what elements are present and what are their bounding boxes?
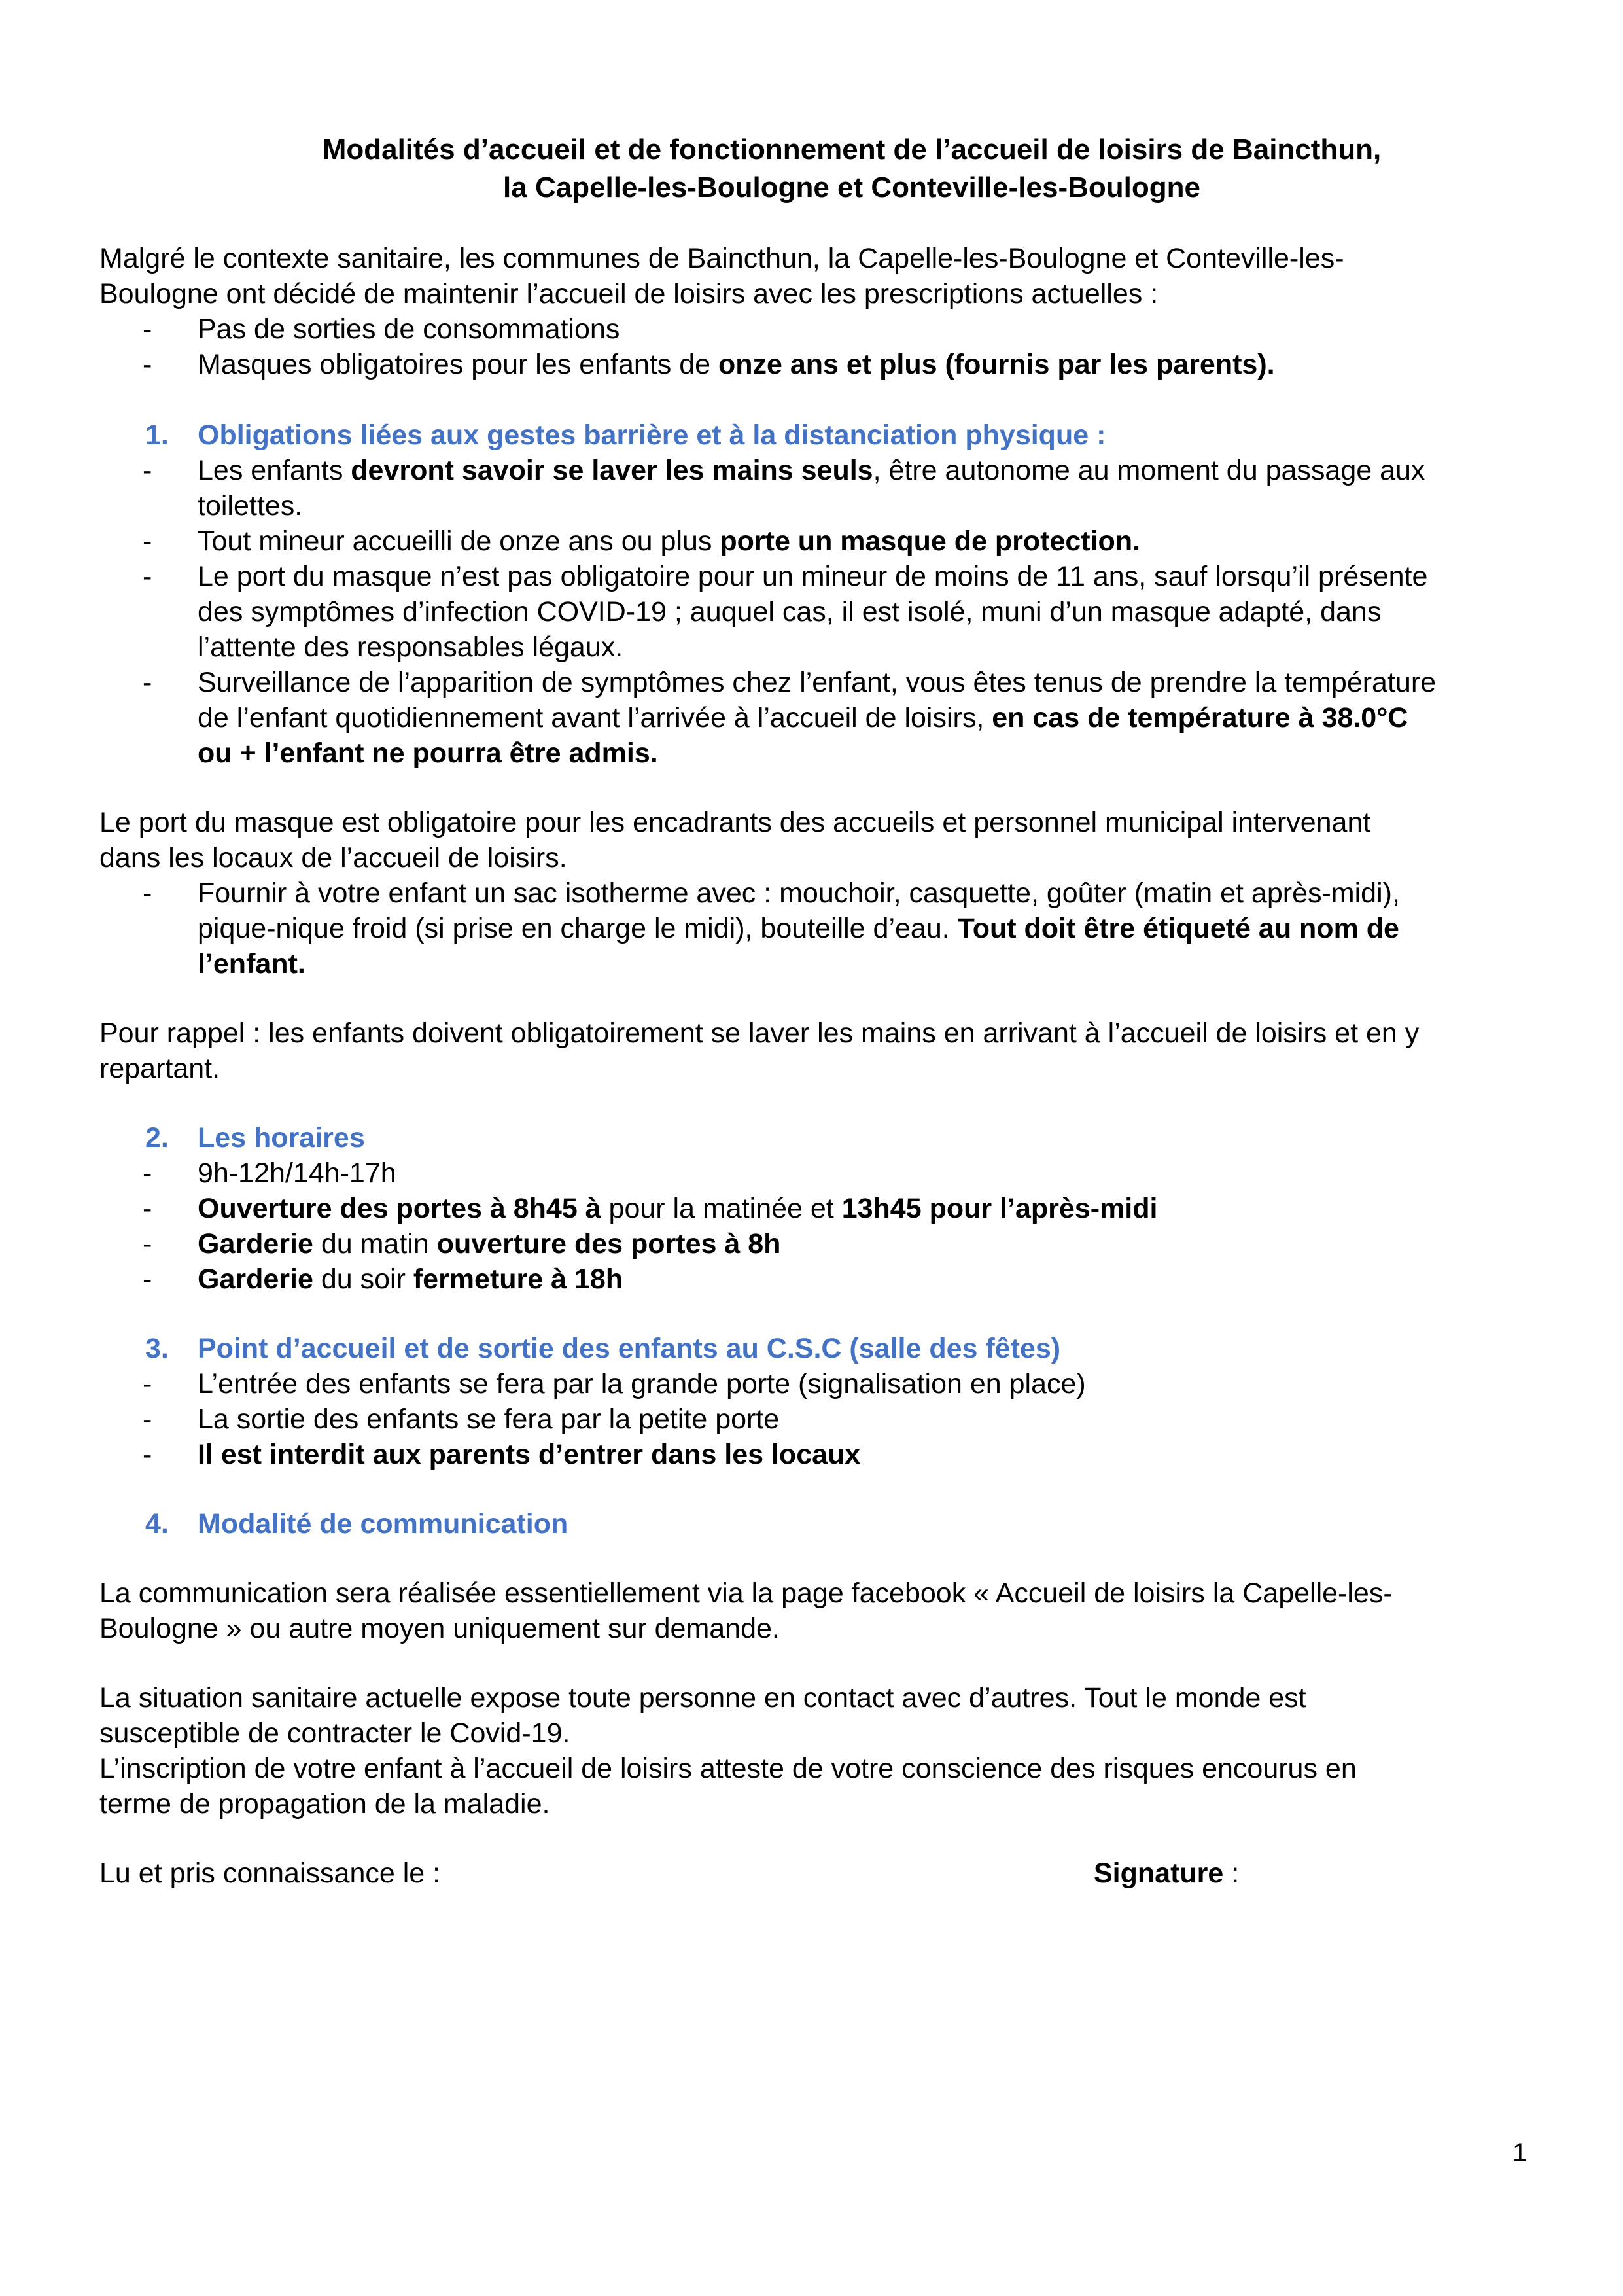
- list-item-emphasis: Garderie: [198, 1228, 313, 1260]
- risk-paragraph: [99, 1680, 1539, 1822]
- list-item: [99, 1262, 1539, 1297]
- list-item-emphasis: devront savoir se laver les mains seuls: [351, 455, 873, 486]
- paragraph-line: Le port du masque est obligatoire pour les encadrants des accueils et personnel municipal intervenant: [99, 807, 1371, 838]
- list-item: [99, 1191, 1539, 1226]
- paragraph-line: dans les locaux de l’accueil de loisirs.: [99, 842, 567, 874]
- paragraph-line: La communication sera réalisée essentiellement via la page facebook « Accueil de loisirs la Capelle-les-: [99, 1578, 1393, 1609]
- list-item-text: du soir: [313, 1263, 413, 1295]
- list-item-text: pour la matinée et: [601, 1193, 842, 1224]
- section-title: Les horaires: [198, 1122, 365, 1154]
- paragraph-line: repartant.: [99, 1053, 220, 1084]
- list-item-emphasis: ouverture des portes à 8h: [436, 1228, 781, 1260]
- intro-paragraph: [99, 241, 1539, 311]
- section-number: 2.: [145, 1122, 169, 1154]
- schedule-list: [99, 1156, 1539, 1297]
- page-title: [99, 131, 1539, 207]
- paragraph-line: susceptible de contracter le Covid-19.: [99, 1718, 570, 1749]
- list-item-text: Pas de sorties de consommations: [198, 313, 620, 345]
- list-item-text: du matin: [313, 1228, 437, 1260]
- list-item-emphasis: 13h45 pour l’après-midi: [841, 1193, 1158, 1224]
- intro-line-2: Boulogne ont décidé de maintenir l’accueil de loisirs avec les prescriptions actuelles :: [99, 278, 1159, 309]
- list-item-text: Les enfants: [198, 455, 351, 486]
- paragraph-line: La situation sanitaire actuelle expose toute personne en contact avec d’autres. Tout le monde est: [99, 1682, 1306, 1714]
- list-item-emphasis: Tout doit être étiqueté au nom de: [957, 913, 1399, 944]
- read-acknowledgement-label: Lu et pris connaissance le :: [99, 1858, 441, 1889]
- reminder-paragraph: [99, 1016, 1539, 1086]
- list-item: [99, 1366, 1539, 1402]
- list-item: [99, 559, 1539, 665]
- supplies-list: [99, 875, 1539, 981]
- list-item-emphasis: en cas de température à 38.0°C: [992, 702, 1408, 733]
- list-item-text: Surveillance de l’apparition de symptômes chez l’enfant, vous êtes tenus de prendre la température: [198, 667, 1437, 698]
- paragraph-line: Boulogne » ou autre moyen uniquement sur demande.: [99, 1613, 780, 1644]
- title-line-2: la Capelle-les-Boulogne et Conteville-les-Boulogne: [503, 171, 1200, 203]
- section-1-list: [99, 453, 1539, 771]
- list-item-emphasis: Ouverture des portes à 8h45 à: [198, 1193, 601, 1224]
- list-item-emphasis: Il est interdit aux parents d’entrer dans les locaux: [198, 1439, 861, 1470]
- signature-label: Signature: [1094, 1858, 1224, 1889]
- list-item-emphasis: ou + l’enfant ne pourra être admis.: [198, 737, 658, 769]
- list-item-text: Masques obligatoires pour les enfants de: [198, 349, 718, 380]
- section-number: 1.: [145, 419, 169, 451]
- list-item-text: l’attente des responsables légaux.: [198, 631, 623, 663]
- list-item-emphasis: porte un masque de protection.: [720, 525, 1141, 557]
- paragraph-line: Pour rappel : les enfants doivent obligatoirement se laver les mains en arrivant à l’accueil de loisirs et en y: [99, 1017, 1420, 1049]
- list-item-text: , être autonome au moment du passage aux: [873, 455, 1425, 486]
- intro-line-1: Malgré le contexte sanitaire, les communes de Baincthun, la Capelle-les-Boulogne et Conteville-les-: [99, 243, 1344, 274]
- list-item: [99, 1226, 1539, 1262]
- section-title: Obligations liées aux gestes barrière et à la distanciation physique :: [198, 419, 1106, 451]
- list-item-text: pique-nique froid (si prise en charge le midi), bouteille d’eau.: [198, 913, 958, 944]
- title-line-1: Modalités d’accueil et de fonctionnement de l’accueil de loisirs de Baincthun,: [322, 133, 1382, 166]
- list-item: [99, 665, 1539, 771]
- communication-paragraph: [99, 1576, 1539, 1646]
- signature-row: [99, 1856, 1539, 1891]
- signature-field: [1094, 1856, 1239, 1891]
- section-title: Point d’accueil et de sortie des enfants au C.S.C (salle des fêtes): [198, 1333, 1061, 1364]
- list-item-emphasis: fermeture à 18h: [413, 1263, 623, 1295]
- list-item-text: de l’enfant quotidiennement avant l’arrivée à l’accueil de loisirs,: [198, 702, 992, 733]
- paragraph-line: terme de propagation de la maladie.: [99, 1788, 550, 1820]
- list-item-emphasis: l’enfant.: [198, 948, 305, 980]
- page-number: 1: [1512, 2138, 1527, 2167]
- section-heading-1: [99, 417, 1539, 453]
- list-item: [99, 523, 1539, 559]
- section-heading-2: [99, 1120, 1539, 1156]
- list-item: [99, 311, 1539, 347]
- list-item-text: Tout mineur accueilli de onze ans ou plus: [198, 525, 720, 557]
- section-heading-3: [99, 1331, 1539, 1366]
- list-item: [99, 1156, 1539, 1191]
- entry-exit-list: [99, 1366, 1539, 1472]
- list-item-text: Fournir à votre enfant un sac isotherme avec : mouchoir, casquette, goûter (matin et après-midi),: [198, 877, 1400, 909]
- section-number: 4.: [145, 1508, 169, 1540]
- list-item-text: La sortie des enfants se fera par la petite porte: [198, 1404, 780, 1435]
- list-item-emphasis: onze ans et plus (fournis par les parents).: [718, 349, 1275, 380]
- list-item-text: des symptômes d’infection COVID-19 ; auquel cas, il est isolé, muni d’un masque adapté, dans: [198, 596, 1382, 627]
- list-item-emphasis: Garderie: [198, 1263, 313, 1295]
- intro-list: [99, 311, 1539, 382]
- list-item: [99, 347, 1539, 382]
- document-body: [99, 131, 1539, 1891]
- mask-paragraph: [99, 805, 1539, 875]
- section-number: 3.: [145, 1333, 169, 1364]
- list-item: [99, 453, 1539, 523]
- list-item-text: Le port du masque n’est pas obligatoire pour un mineur de moins de 11 ans, sauf lorsqu’il présente: [198, 561, 1428, 592]
- paragraph-line: L’inscription de votre enfant à l’accueil de loisirs atteste de votre conscience des risques encourus en: [99, 1753, 1357, 1784]
- list-item: [99, 875, 1539, 981]
- signature-colon: :: [1223, 1858, 1240, 1889]
- list-item: [99, 1402, 1539, 1437]
- list-item-text: L’entrée des enfants se fera par la grande porte (signalisation en place): [198, 1368, 1086, 1400]
- section-title: Modalité de communication: [198, 1508, 568, 1540]
- section-heading-4: [99, 1506, 1539, 1542]
- list-item-text: toilettes.: [198, 490, 303, 521]
- list-item: [99, 1437, 1539, 1472]
- list-item-text: 9h-12h/14h-17h: [198, 1157, 396, 1189]
